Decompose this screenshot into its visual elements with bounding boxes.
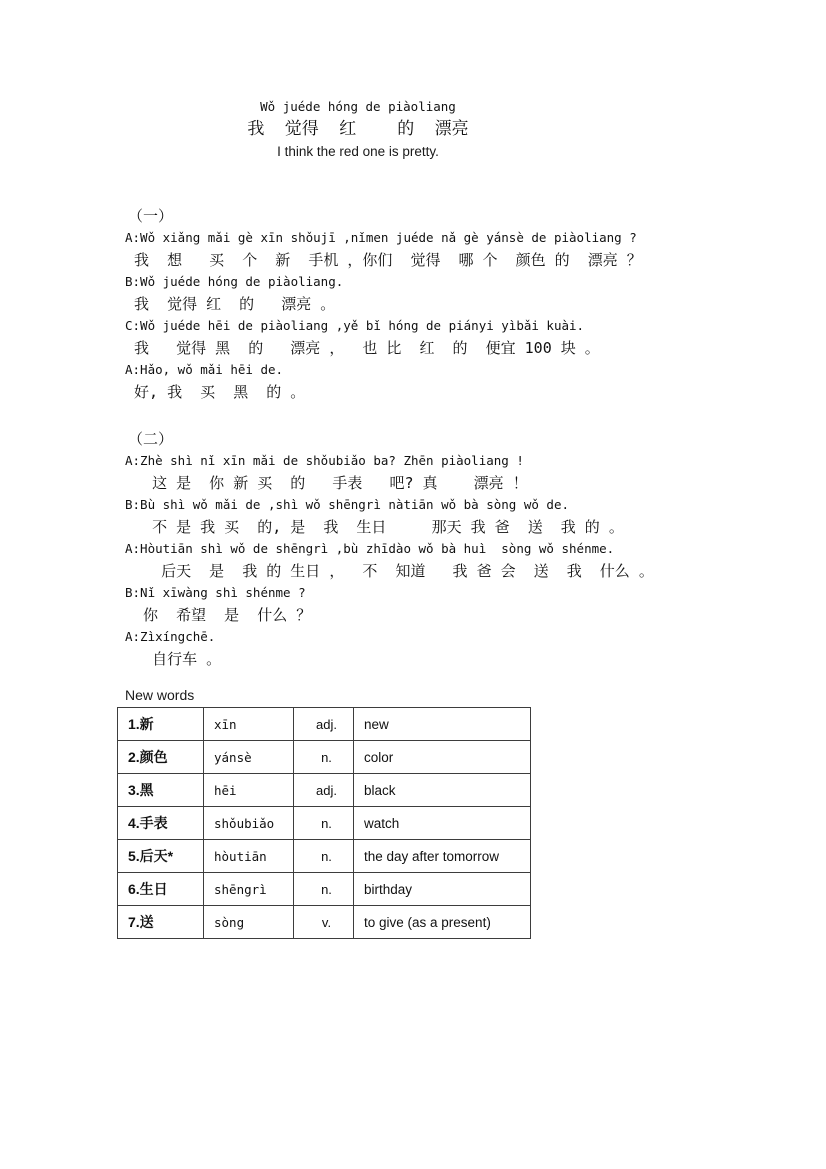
- meaning-cell: new: [354, 708, 531, 741]
- pinyin-cell: yánsè: [204, 741, 294, 774]
- dialogue-line-pinyin: A:Hòutiān shì wǒ de shēngrì ,bù zhīdào wǒ bà huì sòng wǒ shénme.: [125, 541, 615, 556]
- title-english-translation: I think the red one is pretty.: [277, 144, 439, 159]
- table-row: [118, 708, 531, 741]
- pinyin-cell: hēi: [204, 774, 294, 807]
- meaning-cell: to give (as a present): [354, 906, 531, 939]
- dialogue-section-2: [125, 428, 785, 670]
- table-row: [118, 774, 531, 807]
- dialogue-line-hanzi: 不 是 我 买 的, 是 我 生日 那天 我 爸 送 我 的 。: [125, 518, 624, 536]
- dialogue-line-hanzi: 自行车 。: [125, 650, 222, 668]
- meaning-cell: watch: [354, 807, 531, 840]
- dialogue-line-pinyin: A:Zìxíngchē.: [125, 629, 216, 644]
- meaning-cell: black: [354, 774, 531, 807]
- pinyin-cell: xīn: [204, 708, 294, 741]
- word-cell: 6.生日: [118, 873, 204, 906]
- dialogue-line-hanzi: 好, 我 买 黑 的 。: [125, 383, 306, 401]
- new-words-table: [117, 707, 531, 939]
- table-row: [118, 741, 531, 774]
- dialogue-line-hanzi: 这 是 你 新 买 的 手表 吧? 真 漂亮 ！: [125, 474, 528, 492]
- lesson-title-block: [125, 96, 591, 162]
- table-row: [118, 807, 531, 840]
- dialogue-line-pinyin: B:Nǐ xīwàng shì shénme ?: [125, 585, 306, 600]
- pos-cell: n.: [294, 741, 354, 774]
- dialogue-line-hanzi: 我 觉得 红 的 漂亮 。: [125, 295, 336, 313]
- meaning-cell: color: [354, 741, 531, 774]
- pos-cell: adj.: [294, 708, 354, 741]
- dialogue-line-hanzi: 你 希望 是 什么 ？: [125, 606, 312, 624]
- section-1-label: （一）: [128, 207, 174, 225]
- word-cell: 3.黑: [118, 774, 204, 807]
- pinyin-cell: sòng: [204, 906, 294, 939]
- word-cell: 2.颜色: [118, 741, 204, 774]
- word-cell: 4.手表: [118, 807, 204, 840]
- dialogue-line-hanzi: 后天 是 我 的 生日 ， 不 知道 我 爸 会 送 我 什么 。: [125, 562, 654, 580]
- word-cell: 1.新: [118, 708, 204, 741]
- table-row: [118, 840, 531, 873]
- table-row: [118, 906, 531, 939]
- dialogue-section-1: [125, 205, 785, 403]
- table-row: [118, 873, 531, 906]
- dialogue-line-pinyin: C:Wǒ juéde hēi de piàoliang ,yě bǐ hóng de piányi yìbǎi kuài.: [125, 318, 585, 333]
- meaning-cell: birthday: [354, 873, 531, 906]
- pinyin-cell: hòutiān: [204, 840, 294, 873]
- meaning-cell: the day after tomorrow: [354, 840, 531, 873]
- pos-cell: n.: [294, 873, 354, 906]
- title-pinyin: Wǒ juéde hóng de piàoliang: [260, 99, 456, 114]
- new-words-heading: New words: [125, 687, 195, 703]
- dialogue-line-pinyin: B:Bù shì wǒ mǎi de ,shì wǒ shēngrì nàtiān wǒ bà sòng wǒ de.: [125, 497, 570, 512]
- pinyin-cell: shǒubiǎo: [204, 807, 294, 840]
- pos-cell: n.: [294, 840, 354, 873]
- dialogue-line-pinyin: A:Wǒ xiǎng mǎi gè xīn shǒujī ,nǐmen juéde nǎ gè yánsè de piàoliang ?: [125, 230, 637, 245]
- dialogue-line-pinyin: A:Hǎo, wǒ mǎi hēi de.: [125, 362, 284, 377]
- pinyin-cell: shēngrì: [204, 873, 294, 906]
- section-2-label: （二）: [128, 430, 174, 448]
- dialogue-line-hanzi: 我 觉得 黑 的 漂亮 ， 也 比 红 的 便宜 100 块 。: [125, 339, 600, 357]
- pos-cell: v.: [294, 906, 354, 939]
- pos-cell: adj.: [294, 774, 354, 807]
- dialogue-line-hanzi: 我 想 买 个 新 手机 ，你们 觉得 哪 个 颜色 的 漂亮 ？: [125, 251, 642, 269]
- dialogue-line-pinyin: A:Zhè shì nǐ xīn mǎi de shǒubiǎo ba? Zhēn piàoliang !: [125, 453, 524, 468]
- title-hanzi: 我 觉得 红 的 漂亮: [247, 119, 469, 139]
- dialogue-line-pinyin: B:Wǒ juéde hóng de piàoliang.: [125, 274, 344, 289]
- pos-cell: n.: [294, 807, 354, 840]
- word-cell: 5.后天*: [118, 840, 204, 873]
- word-cell: 7.送: [118, 906, 204, 939]
